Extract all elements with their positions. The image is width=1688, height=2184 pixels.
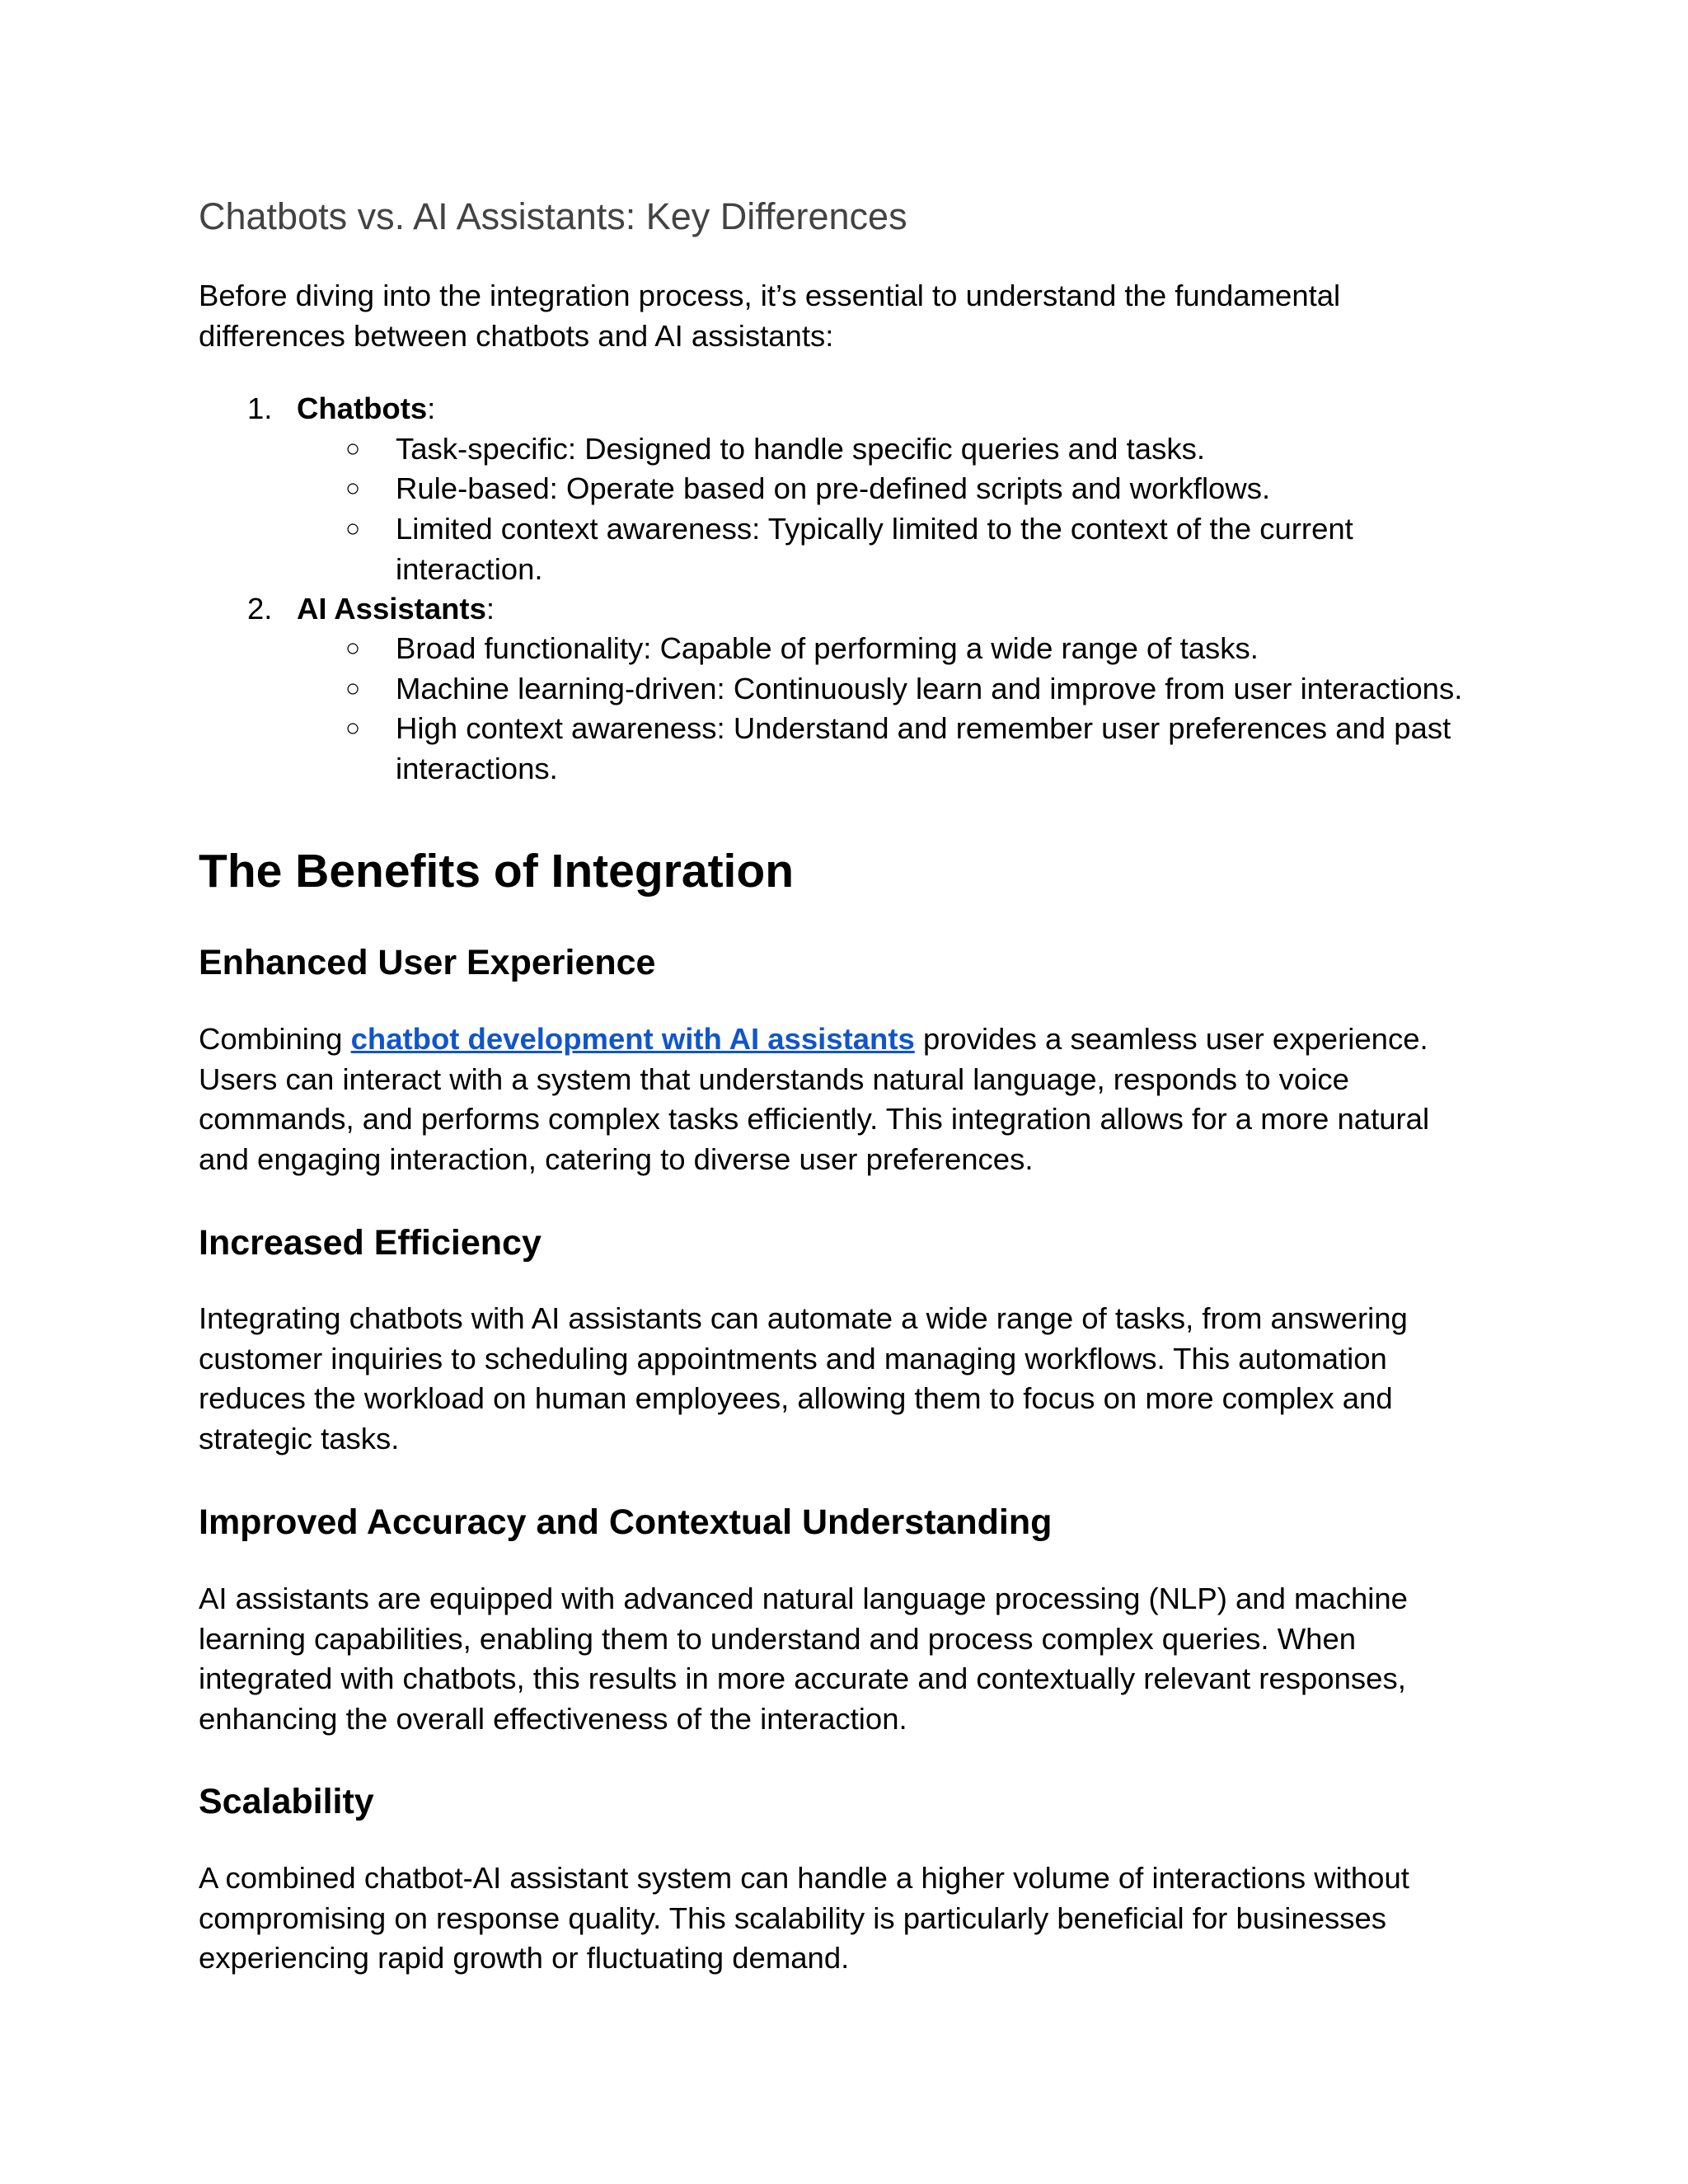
- list-bullet: Rule-based: Operate based on pre-defined scripts and workflows.: [396, 471, 1271, 505]
- list-bullet: Limited context awareness: Typically limited to the context of the current interaction.: [396, 512, 1353, 586]
- section-paragraph-enhanced-user-experience: Combining chatbot development with AI assistants provides a seamless user experience. Users can interact with a system that understands natural language, responds to voice commands, and performs complex tasks efficiently. This integration allows for a more natural and engaging interaction, catering to diverse user preferences.: [199, 1022, 1430, 1176]
- bullet-icon: ○: [345, 715, 361, 742]
- section-heading-improved-accuracy: Improved Accuracy and Contextual Understanding: [199, 1502, 1053, 1542]
- list-item-title: AI Assistants:: [297, 592, 495, 626]
- section-paragraph-scalability: A combined chatbot-AI assistant system can handle a higher volume of interactions without compromising on response quality. This scalability is particularly beneficial for businesses experiencing rapid growth or fluctuating demand.: [199, 1861, 1409, 1975]
- section-paragraph-increased-efficiency: Integrating chatbots with AI assistants can automate a wide range of tasks, from answering customer inquiries to scheduling appointments and managing workflows. This automation reduces the workload on human employees, allowing them to focus on more complex and strategic tasks.: [199, 1301, 1408, 1455]
- list-number: 1.: [247, 391, 273, 425]
- intro-paragraph: Before diving into the integration process, it’s essential to understand the fundamental differences between chatbots and AI assistants:: [199, 279, 1341, 353]
- bullet-icon: ○: [345, 515, 361, 542]
- list-bullet: High context awareness: Understand and remember user preferences and past interactions.: [396, 711, 1451, 785]
- section-heading-enhanced-user-experience: Enhanced User Experience: [199, 943, 656, 982]
- section-heading-increased-efficiency: Increased Efficiency: [199, 1223, 542, 1263]
- bullet-icon: ○: [345, 435, 361, 462]
- chatbot-development-link[interactable]: chatbot development with AI assistants: [350, 1022, 915, 1056]
- list-bullet: Broad functionality: Capable of performing a wide range of tasks.: [396, 631, 1259, 665]
- bullet-icon: ○: [345, 675, 361, 702]
- section-subheading: Chatbots vs. AI Assistants: Key Differences: [199, 195, 907, 237]
- section-paragraph-improved-accuracy: AI assistants are equipped with advanced natural language processing (NLP) and machine learning capabilities, enabling them to understand and process complex queries. When integrated with chatbots, this results in more accurate and contextually relevant responses, enhancing the overall effectiveness of the interaction.: [199, 1582, 1408, 1736]
- main-heading: The Benefits of Integration: [199, 845, 795, 898]
- bullet-icon: ○: [345, 635, 361, 662]
- list-bullet: Task-specific: Designed to handle specific queries and tasks.: [396, 432, 1205, 466]
- section-heading-scalability: Scalability: [199, 1782, 374, 1821]
- list-bullet: Machine learning-driven: Continuously learn and improve from user interactions.: [396, 672, 1463, 705]
- bullet-icon: ○: [345, 475, 361, 502]
- list-number: 2.: [247, 592, 273, 626]
- list-item-title: Chatbots:: [297, 391, 436, 425]
